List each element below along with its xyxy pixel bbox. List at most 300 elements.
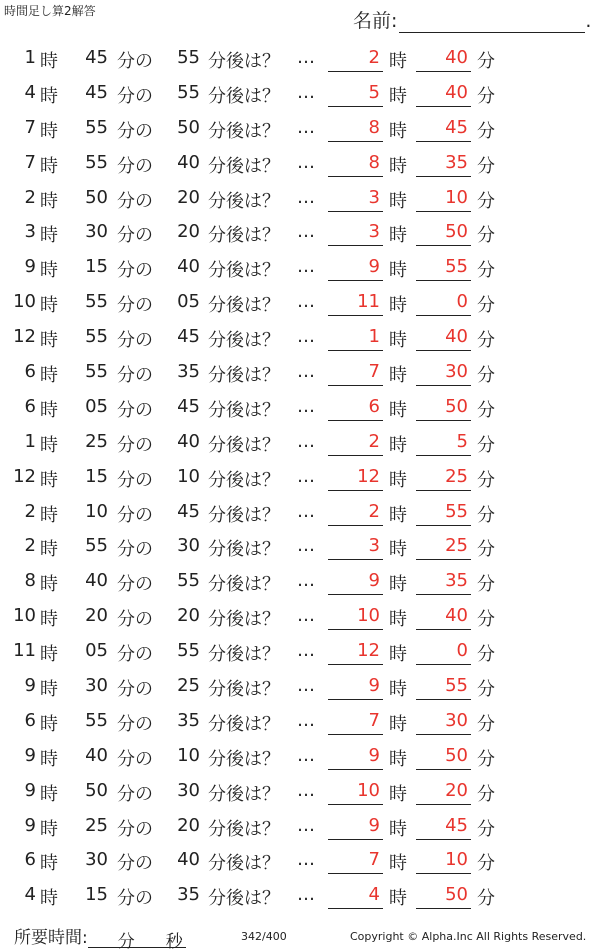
ellipsis: … xyxy=(297,814,315,836)
answer-minute-blank[interactable] xyxy=(416,804,471,805)
answer-hour-blank[interactable] xyxy=(328,455,383,456)
answer-minute-blank[interactable] xyxy=(416,385,471,386)
name-label: 名前: xyxy=(353,10,398,32)
answer-hour: 9 xyxy=(368,814,380,836)
start-minute: 50 xyxy=(85,779,108,801)
start-minute: 30 xyxy=(85,675,108,697)
answer-minute-blank[interactable] xyxy=(416,734,471,735)
page-number: 342/400 xyxy=(241,930,287,943)
answer-minute-blank[interactable] xyxy=(416,594,471,595)
added-minutes: 55 xyxy=(177,47,200,68)
minute-of-unit: 分の xyxy=(117,853,153,875)
answer-hour-unit: 時 xyxy=(389,748,407,770)
minute-of-unit: 分の xyxy=(117,609,153,631)
answer-minute: 0 xyxy=(456,291,468,313)
answer-hour-unit: 時 xyxy=(389,51,407,72)
worksheet-title: 時間足し算2解答 xyxy=(4,4,96,18)
start-minute: 55 xyxy=(85,535,108,557)
answer-minute-blank[interactable] xyxy=(416,559,471,560)
minutes-later-text: 分後は？ xyxy=(208,574,280,596)
minute-of-unit: 分の xyxy=(117,260,153,282)
answer-minute: 40 xyxy=(445,605,468,627)
answer-minute: 55 xyxy=(445,500,468,522)
name-line[interactable] xyxy=(399,14,585,33)
ellipsis: … xyxy=(297,361,315,383)
hour-unit: 時 xyxy=(40,713,58,735)
answer-minute-unit: 分 xyxy=(477,399,495,421)
minutes-later-text: 分後は？ xyxy=(208,330,280,352)
added-minutes: 10 xyxy=(177,465,200,487)
added-minutes: 40 xyxy=(177,430,200,452)
answer-minute: 45 xyxy=(445,116,468,138)
minutes-later-text: 分後は？ xyxy=(208,713,280,735)
answer-hour-blank[interactable] xyxy=(328,559,383,560)
answer-hour-unit: 時 xyxy=(389,295,407,317)
answer-hour-blank[interactable] xyxy=(328,141,383,142)
start-minute: 05 xyxy=(85,640,108,662)
copyright: Copyright © Alpha.Inc All Rights Reserved. xyxy=(350,930,587,943)
hour-unit: 時 xyxy=(40,295,58,317)
ellipsis: … xyxy=(297,675,315,697)
ellipsis: … xyxy=(297,116,315,138)
answer-hour-blank[interactable] xyxy=(328,490,383,491)
answer-minute-blank[interactable] xyxy=(416,71,471,72)
answer-minute-blank[interactable] xyxy=(416,106,471,107)
answer-hour-blank[interactable] xyxy=(328,804,383,805)
answer-minute-unit: 分 xyxy=(477,85,495,107)
added-minutes: 55 xyxy=(177,640,200,662)
problem-row xyxy=(0,876,600,911)
answer-minute-unit: 分 xyxy=(477,295,495,317)
added-minutes: 55 xyxy=(177,570,200,592)
answer-hour-blank[interactable] xyxy=(328,734,383,735)
hour-unit: 時 xyxy=(40,539,58,561)
answer-minute: 10 xyxy=(445,849,468,871)
ellipsis: … xyxy=(297,81,315,103)
added-minutes: 20 xyxy=(177,186,200,208)
answer-hour-blank[interactable] xyxy=(328,769,383,770)
answer-hour-unit: 時 xyxy=(389,225,407,247)
ellipsis: … xyxy=(297,395,315,417)
answer-hour-unit: 時 xyxy=(389,609,407,631)
problem-row xyxy=(0,39,600,74)
answer-minute-blank[interactable] xyxy=(416,908,471,909)
answer-minute: 30 xyxy=(445,361,468,383)
answer-hour: 9 xyxy=(368,256,380,278)
minutes-later-text: 分後は？ xyxy=(208,190,280,212)
answer-hour: 9 xyxy=(368,570,380,592)
required-time-line[interactable] xyxy=(88,927,186,952)
start-minute: 55 xyxy=(85,151,108,173)
start-hour: 9 xyxy=(24,256,36,278)
start-minute: 20 xyxy=(85,605,108,627)
answer-hour: 3 xyxy=(368,186,380,208)
problem-row xyxy=(0,667,600,702)
answer-minute: 35 xyxy=(445,151,468,173)
minutes-later-text: 分後は？ xyxy=(208,469,280,491)
hour-unit: 時 xyxy=(40,155,58,177)
minute-of-unit: 分の xyxy=(117,120,153,142)
ellipsis: … xyxy=(297,884,315,906)
answer-minute-unit: 分 xyxy=(477,434,495,456)
problem-row xyxy=(0,109,600,144)
answer-minute: 20 xyxy=(445,779,468,801)
answer-minute-unit: 分 xyxy=(477,504,495,526)
added-minutes: 25 xyxy=(177,675,200,697)
answer-hour-blank[interactable] xyxy=(328,350,383,351)
minute-of-unit: 分の xyxy=(117,330,153,352)
answer-hour: 10 xyxy=(357,779,380,801)
minute-of-unit: 分の xyxy=(117,434,153,456)
answer-minute-blank[interactable] xyxy=(416,176,471,177)
answer-minute-blank[interactable] xyxy=(416,873,471,874)
start-hour: 10 xyxy=(13,291,36,313)
hour-unit: 時 xyxy=(40,574,58,596)
answer-hour-unit: 時 xyxy=(389,644,407,666)
hour-unit: 時 xyxy=(40,679,58,701)
hour-unit: 時 xyxy=(40,609,58,631)
answer-hour-blank[interactable] xyxy=(328,315,383,316)
minute-of-unit: 分の xyxy=(117,748,153,770)
start-hour: 1 xyxy=(24,430,36,452)
answer-hour-blank[interactable] xyxy=(328,525,383,526)
hour-unit: 時 xyxy=(40,51,58,72)
answer-hour-unit: 時 xyxy=(389,818,407,840)
start-minute: 40 xyxy=(85,570,108,592)
added-minutes: 10 xyxy=(177,744,200,766)
answer-hour: 11 xyxy=(357,291,380,313)
start-minute: 40 xyxy=(85,744,108,766)
answer-hour-blank[interactable] xyxy=(328,211,383,212)
problem-list xyxy=(0,39,600,911)
answer-hour-blank[interactable] xyxy=(328,594,383,595)
ellipsis: … xyxy=(297,47,315,68)
answer-minute-unit: 分 xyxy=(477,330,495,352)
start-minute: 45 xyxy=(85,81,108,103)
answer-minute-unit: 分 xyxy=(477,609,495,631)
minutes-label: 分 xyxy=(117,932,135,952)
answer-hour-unit: 時 xyxy=(389,713,407,735)
ellipsis: … xyxy=(297,640,315,662)
hour-unit: 時 xyxy=(40,818,58,840)
answer-hour-blank[interactable] xyxy=(328,176,383,177)
answer-minute-blank[interactable] xyxy=(416,699,471,700)
answer-minute: 30 xyxy=(445,709,468,731)
problem-row xyxy=(0,632,600,667)
minutes-later-text: 分後は？ xyxy=(208,51,280,72)
answer-minute-unit: 分 xyxy=(477,225,495,247)
minutes-later-text: 分後は？ xyxy=(208,260,280,282)
answer-minute-unit: 分 xyxy=(477,365,495,387)
start-minute: 10 xyxy=(85,500,108,522)
answer-hour: 8 xyxy=(368,151,380,173)
answer-minute-unit: 分 xyxy=(477,748,495,770)
answer-hour-unit: 時 xyxy=(389,155,407,177)
start-hour: 1 xyxy=(24,47,36,68)
start-minute: 25 xyxy=(85,430,108,452)
answer-minute-blank[interactable] xyxy=(416,141,471,142)
problem-row xyxy=(0,527,600,562)
added-minutes: 30 xyxy=(177,535,200,557)
minutes-later-text: 分後は？ xyxy=(208,504,280,526)
minute-of-unit: 分の xyxy=(117,365,153,387)
answer-minute: 40 xyxy=(445,81,468,103)
answer-minute-unit: 分 xyxy=(477,853,495,875)
minutes-later-text: 分後は？ xyxy=(208,888,280,910)
answer-minute-unit: 分 xyxy=(477,888,495,910)
answer-minute-blank[interactable] xyxy=(416,211,471,212)
answer-hour-unit: 時 xyxy=(389,365,407,387)
answer-minute-unit: 分 xyxy=(477,120,495,142)
minutes-later-text: 分後は？ xyxy=(208,434,280,456)
answer-hour: 5 xyxy=(368,81,380,103)
ellipsis: … xyxy=(297,605,315,627)
answer-hour-blank[interactable] xyxy=(328,873,383,874)
answer-hour-unit: 時 xyxy=(389,679,407,701)
answer-minute: 50 xyxy=(445,884,468,906)
seconds-label: 秒 xyxy=(165,932,183,952)
answer-hour-blank[interactable] xyxy=(328,699,383,700)
answer-hour-blank[interactable] xyxy=(328,280,383,281)
start-minute: 15 xyxy=(85,884,108,906)
answer-minute-blank[interactable] xyxy=(416,245,471,246)
hour-unit: 時 xyxy=(40,504,58,526)
answer-minute-blank[interactable] xyxy=(416,839,471,840)
minute-of-unit: 分の xyxy=(117,469,153,491)
answer-hour: 10 xyxy=(357,605,380,627)
minute-of-unit: 分の xyxy=(117,295,153,317)
added-minutes: 55 xyxy=(177,81,200,103)
added-minutes: 40 xyxy=(177,151,200,173)
answer-hour: 9 xyxy=(368,744,380,766)
start-minute: 15 xyxy=(85,465,108,487)
answer-hour: 9 xyxy=(368,675,380,697)
start-minute: 55 xyxy=(85,709,108,731)
answer-minute-blank[interactable] xyxy=(416,525,471,526)
added-minutes: 20 xyxy=(177,814,200,836)
answer-hour-unit: 時 xyxy=(389,574,407,596)
problem-row xyxy=(0,388,600,423)
minutes-later-text: 分後は？ xyxy=(208,365,280,387)
added-minutes: 30 xyxy=(177,779,200,801)
answer-minute-unit: 分 xyxy=(477,155,495,177)
ellipsis: … xyxy=(297,744,315,766)
answer-hour-blank[interactable] xyxy=(328,420,383,421)
minute-of-unit: 分の xyxy=(117,713,153,735)
hour-unit: 時 xyxy=(40,434,58,456)
minutes-later-text: 分後は？ xyxy=(208,748,280,770)
start-hour: 6 xyxy=(24,395,36,417)
answer-hour-unit: 時 xyxy=(389,783,407,805)
ellipsis: … xyxy=(297,779,315,801)
start-hour: 12 xyxy=(13,326,36,348)
hour-unit: 時 xyxy=(40,365,58,387)
ellipsis: … xyxy=(297,535,315,557)
minutes-later-text: 分後は？ xyxy=(208,399,280,421)
minutes-later-text: 分後は？ xyxy=(208,155,280,177)
start-hour: 2 xyxy=(24,535,36,557)
added-minutes: 45 xyxy=(177,326,200,348)
answer-hour-unit: 時 xyxy=(389,469,407,491)
answer-minute: 50 xyxy=(445,395,468,417)
answer-hour: 6 xyxy=(368,395,380,417)
start-hour: 9 xyxy=(24,814,36,836)
minutes-later-text: 分後は？ xyxy=(208,295,280,317)
hour-unit: 時 xyxy=(40,330,58,352)
answer-hour-unit: 時 xyxy=(389,260,407,282)
ellipsis: … xyxy=(297,151,315,173)
added-minutes: 35 xyxy=(177,361,200,383)
start-hour: 8 xyxy=(24,570,36,592)
answer-minute: 25 xyxy=(445,465,468,487)
minutes-later-text: 分後は？ xyxy=(208,120,280,142)
answer-hour: 7 xyxy=(368,709,380,731)
required-time xyxy=(14,923,186,952)
problem-row xyxy=(0,74,600,109)
answer-minute-blank[interactable] xyxy=(416,455,471,456)
problem-row xyxy=(0,213,600,248)
start-hour: 10 xyxy=(13,605,36,627)
answer-hour-unit: 時 xyxy=(389,85,407,107)
added-minutes: 50 xyxy=(177,116,200,138)
start-hour: 7 xyxy=(24,116,36,138)
name-dot: . xyxy=(585,10,592,32)
hour-unit: 時 xyxy=(40,225,58,247)
answer-minute: 50 xyxy=(445,744,468,766)
start-minute: 15 xyxy=(85,256,108,278)
ellipsis: … xyxy=(297,500,315,522)
minutes-later-text: 分後は？ xyxy=(208,225,280,247)
answer-hour-unit: 時 xyxy=(389,888,407,910)
problem-row xyxy=(0,458,600,493)
hour-unit: 時 xyxy=(40,120,58,142)
minute-of-unit: 分の xyxy=(117,783,153,805)
answer-minute-unit: 分 xyxy=(477,644,495,666)
answer-hour-blank[interactable] xyxy=(328,106,383,107)
minutes-later-text: 分後は？ xyxy=(208,644,280,666)
answer-hour: 2 xyxy=(368,500,380,522)
answer-minute-blank[interactable] xyxy=(416,350,471,351)
minute-of-unit: 分の xyxy=(117,539,153,561)
answer-minute-blank[interactable] xyxy=(416,769,471,770)
answer-hour: 2 xyxy=(368,430,380,452)
answer-minute-unit: 分 xyxy=(477,574,495,596)
added-minutes: 35 xyxy=(177,709,200,731)
start-minute: 30 xyxy=(85,849,108,871)
minute-of-unit: 分の xyxy=(117,644,153,666)
answer-minute: 10 xyxy=(445,186,468,208)
added-minutes: 35 xyxy=(177,884,200,906)
answer-hour-blank[interactable] xyxy=(328,71,383,72)
start-hour: 2 xyxy=(24,186,36,208)
answer-hour: 7 xyxy=(368,849,380,871)
problem-row xyxy=(0,841,600,876)
answer-minute: 0 xyxy=(456,640,468,662)
answer-minute-blank[interactable] xyxy=(416,280,471,281)
hour-unit: 時 xyxy=(40,644,58,666)
answer-minute: 45 xyxy=(445,814,468,836)
hour-unit: 時 xyxy=(40,853,58,875)
answer-hour-blank[interactable] xyxy=(328,664,383,665)
answer-hour-blank[interactable] xyxy=(328,245,383,246)
start-hour: 6 xyxy=(24,361,36,383)
answer-minute: 40 xyxy=(445,47,468,68)
answer-minute-unit: 分 xyxy=(477,190,495,212)
start-hour: 4 xyxy=(24,81,36,103)
start-minute: 30 xyxy=(85,221,108,243)
answer-hour-unit: 時 xyxy=(389,434,407,456)
start-hour: 9 xyxy=(24,744,36,766)
answer-minute-blank[interactable] xyxy=(416,629,471,630)
required-time-label: 所要時間: xyxy=(14,928,88,948)
hour-unit: 時 xyxy=(40,469,58,491)
added-minutes: 40 xyxy=(177,849,200,871)
answer-hour-unit: 時 xyxy=(389,120,407,142)
problem-row xyxy=(0,144,600,179)
answer-minute-unit: 分 xyxy=(477,783,495,805)
answer-minute: 50 xyxy=(445,221,468,243)
problem-row xyxy=(0,562,600,597)
answer-minute: 55 xyxy=(445,675,468,697)
minutes-later-text: 分後は？ xyxy=(208,85,280,107)
answer-minute-unit: 分 xyxy=(477,51,495,72)
answer-hour: 7 xyxy=(368,361,380,383)
answer-hour-blank[interactable] xyxy=(328,629,383,630)
name-field xyxy=(353,6,591,33)
start-hour: 3 xyxy=(24,221,36,243)
added-minutes: 45 xyxy=(177,500,200,522)
answer-hour-blank[interactable] xyxy=(328,385,383,386)
footer xyxy=(0,921,600,952)
problem-row xyxy=(0,283,600,318)
start-minute: 55 xyxy=(85,361,108,383)
ellipsis: … xyxy=(297,256,315,278)
start-hour: 9 xyxy=(24,779,36,801)
start-hour: 4 xyxy=(24,884,36,906)
ellipsis: … xyxy=(297,570,315,592)
answer-hour-blank[interactable] xyxy=(328,839,383,840)
start-hour: 6 xyxy=(24,709,36,731)
added-minutes: 45 xyxy=(177,395,200,417)
problem-row xyxy=(0,737,600,772)
answer-hour-blank[interactable] xyxy=(328,908,383,909)
minute-of-unit: 分の xyxy=(117,155,153,177)
start-hour: 6 xyxy=(24,849,36,871)
start-minute: 05 xyxy=(85,395,108,417)
start-hour: 12 xyxy=(13,465,36,487)
answer-hour: 2 xyxy=(368,47,380,68)
answer-minute-unit: 分 xyxy=(477,713,495,735)
minute-of-unit: 分の xyxy=(117,51,153,72)
ellipsis: … xyxy=(297,465,315,487)
start-minute: 50 xyxy=(85,186,108,208)
answer-minute-blank[interactable] xyxy=(416,420,471,421)
hour-unit: 時 xyxy=(40,260,58,282)
ellipsis: … xyxy=(297,849,315,871)
answer-hour-unit: 時 xyxy=(389,504,407,526)
minute-of-unit: 分の xyxy=(117,504,153,526)
start-hour: 11 xyxy=(13,640,36,662)
hour-unit: 時 xyxy=(40,783,58,805)
answer-minute-blank[interactable] xyxy=(416,664,471,665)
answer-hour-unit: 時 xyxy=(389,399,407,421)
answer-minute: 5 xyxy=(456,430,468,452)
ellipsis: … xyxy=(297,430,315,452)
problem-row xyxy=(0,248,600,283)
minutes-later-text: 分後は？ xyxy=(208,783,280,805)
answer-minute-blank[interactable] xyxy=(416,490,471,491)
answer-minute-blank[interactable] xyxy=(416,315,471,316)
